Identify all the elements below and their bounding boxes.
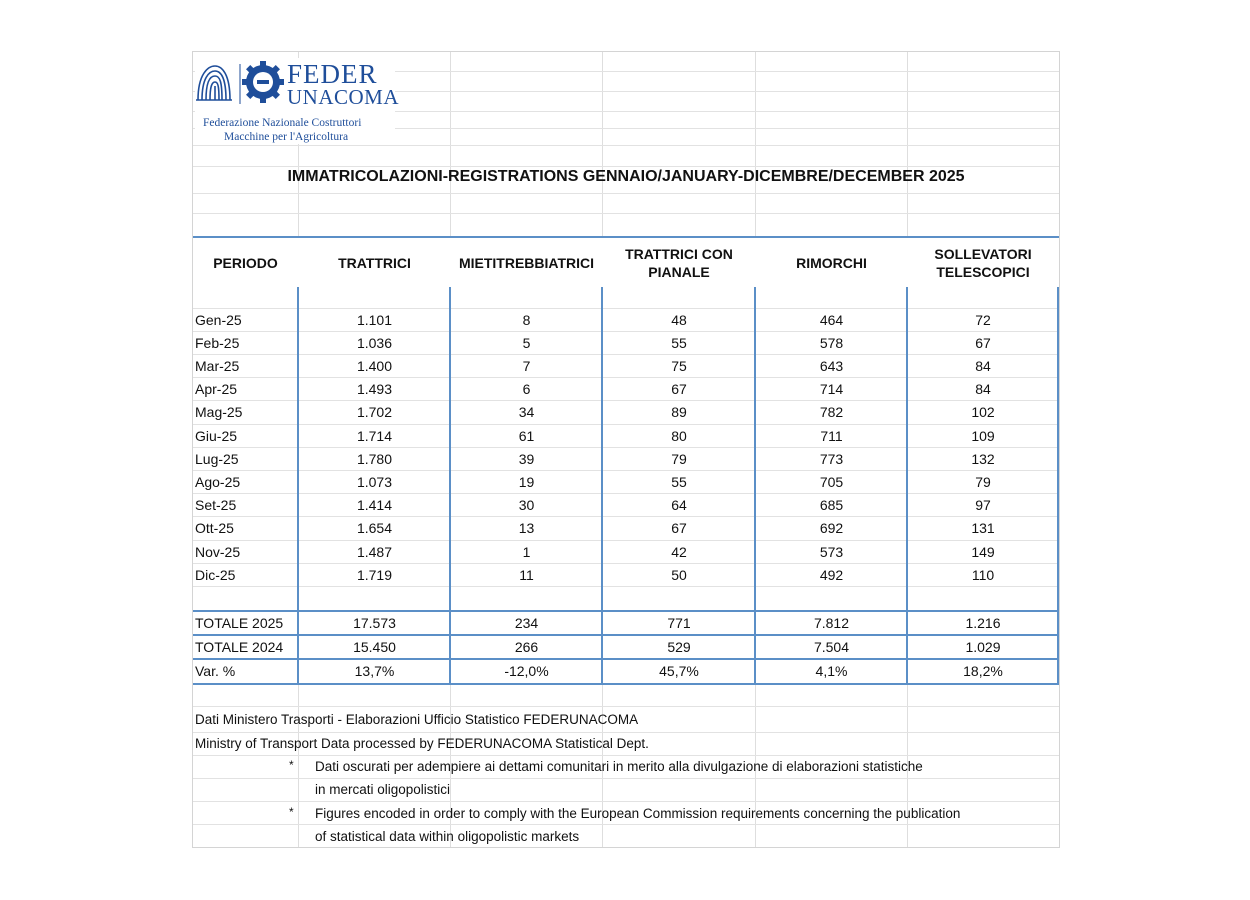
value-cell: 39 xyxy=(518,451,535,467)
value-cell: 79 xyxy=(975,474,991,490)
value-cell: 782 xyxy=(819,404,844,420)
period-cell: Nov-25 xyxy=(195,544,241,560)
value-cell: 529 xyxy=(667,639,691,655)
value-cell: 1.702 xyxy=(356,404,393,420)
logo-subtitle-line1: Federazione Nazionale Costruttori xyxy=(203,117,362,129)
value-cell: 132 xyxy=(971,451,995,467)
footnote-en-line2: of statistical data within oligopolistic markets xyxy=(315,829,580,844)
header-mietitrebbiatrici: MIETITREBBIATRICI xyxy=(458,254,595,271)
value-cell: 773 xyxy=(819,451,844,467)
grid-row-line xyxy=(193,166,1059,167)
period-cell: Apr-25 xyxy=(195,381,238,397)
totals-row xyxy=(193,660,1059,683)
table-row xyxy=(193,448,1059,471)
value-cell: 42 xyxy=(671,544,687,560)
logo-subtitle-line2: Macchine per l'Agricoltura xyxy=(224,131,349,143)
footnote-star: * xyxy=(289,805,294,819)
logo-brand-line2: UNACOMA xyxy=(287,84,400,109)
value-cell: 45,7% xyxy=(659,663,699,679)
period-cell: Ott-25 xyxy=(195,520,234,536)
table-row xyxy=(193,564,1059,587)
period-cell: Var. % xyxy=(195,663,236,679)
period-cell: TOTALE 2025 xyxy=(195,615,284,631)
header-trattrici-con-pianale: TRATTRICI CON PIANALE xyxy=(625,245,733,280)
value-cell: 1.036 xyxy=(356,335,393,351)
period-cell: Dic-25 xyxy=(195,567,236,583)
value-cell: 89 xyxy=(671,404,687,420)
grid-row-line xyxy=(193,801,1059,802)
totals-row xyxy=(193,612,1059,635)
logo-subtitle xyxy=(203,116,361,144)
header-periodo: PERIODO xyxy=(213,254,278,271)
value-cell: 84 xyxy=(975,381,991,397)
value-cell: 1.719 xyxy=(356,567,393,583)
value-cell: -12,0% xyxy=(504,663,549,679)
header-sollevatori-telescopici: SOLLEVATORI TELESCOPICI xyxy=(934,245,1032,280)
value-cell: 1.400 xyxy=(356,358,393,374)
footnote-en-line1: Figures encoded in order to comply with the European Commission requirements concerning the publication xyxy=(315,806,961,821)
value-cell: 7.812 xyxy=(813,615,850,631)
grid-row-line xyxy=(193,778,1059,779)
value-cell: 48 xyxy=(671,312,687,328)
period-cell: Feb-25 xyxy=(195,335,240,351)
period-cell: Mag-25 xyxy=(195,404,243,420)
table-row xyxy=(193,517,1059,540)
table-row xyxy=(193,401,1059,424)
value-cell: 110 xyxy=(971,567,995,583)
value-cell: 1.493 xyxy=(356,381,393,397)
value-cell: 1.487 xyxy=(356,544,393,560)
logo-emblem-icon xyxy=(195,60,285,108)
value-cell: 705 xyxy=(819,474,844,490)
value-cell: 1.780 xyxy=(356,451,393,467)
value-cell: 84 xyxy=(975,358,991,374)
period-cell: Ago-25 xyxy=(195,474,241,490)
table-row xyxy=(193,332,1059,355)
value-cell: 67 xyxy=(975,335,991,351)
value-cell: 67 xyxy=(671,520,687,536)
value-cell: 79 xyxy=(671,451,687,467)
value-cell: 1.414 xyxy=(356,497,393,513)
value-cell: 492 xyxy=(819,567,844,583)
value-cell: 34 xyxy=(518,404,535,420)
value-cell: 13,7% xyxy=(354,663,395,679)
value-cell: 18,2% xyxy=(963,663,1003,679)
totals-bottom-border xyxy=(193,683,1059,685)
value-cell: 97 xyxy=(975,497,991,513)
value-cell: 234 xyxy=(514,615,539,631)
value-cell: 13 xyxy=(518,520,535,536)
period-cell: Giu-25 xyxy=(195,428,238,444)
period-cell: Lug-25 xyxy=(195,451,239,467)
source-note-it: Dati Ministero Trasporti - Elaborazioni Ufficio Statistico FEDERUNACOMA xyxy=(195,712,639,727)
table-row xyxy=(193,309,1059,332)
value-cell: 711 xyxy=(820,428,843,444)
table-header-row xyxy=(193,238,1059,287)
value-cell: 72 xyxy=(975,312,991,328)
grid-row-line xyxy=(193,706,1059,707)
totals-row xyxy=(193,636,1059,659)
value-cell: 55 xyxy=(671,474,687,490)
value-cell: 149 xyxy=(971,544,995,560)
value-cell: 7 xyxy=(522,358,531,374)
source-note-en: Ministry of Transport Data processed by FEDERUNACOMA Statistical Dept. xyxy=(195,736,649,751)
period-cell: Set-25 xyxy=(195,497,237,513)
federunacoma-logo xyxy=(195,58,400,144)
value-cell: 714 xyxy=(819,381,844,397)
value-cell: 64 xyxy=(671,497,687,513)
grid-row-line xyxy=(193,213,1059,214)
value-cell: 50 xyxy=(671,567,687,583)
period-cell: TOTALE 2024 xyxy=(195,639,284,655)
value-cell: 685 xyxy=(819,497,844,513)
header-trattrici: TRATTRICI xyxy=(338,254,411,271)
value-cell: 643 xyxy=(819,358,844,374)
value-cell: 8 xyxy=(522,312,531,328)
value-cell: 1.073 xyxy=(356,474,393,490)
table-row xyxy=(193,541,1059,564)
value-cell: 80 xyxy=(671,428,687,444)
value-cell: 67 xyxy=(671,381,687,397)
value-cell: 1.101 xyxy=(356,312,393,328)
period-cell: Gen-25 xyxy=(195,312,242,328)
logo-brand-line1: FEDER xyxy=(287,59,378,89)
footnote-star: * xyxy=(289,758,294,772)
value-cell: 61 xyxy=(518,428,535,444)
grid-row-line xyxy=(193,824,1059,825)
report-title: IMMATRICOLAZIONI-REGISTRATIONS GENNAIO/JANUARY-DICEMBRE/DECEMBER 2025 xyxy=(287,168,965,185)
value-cell: 4,1% xyxy=(815,663,848,679)
value-cell: 7.504 xyxy=(813,639,850,655)
footnote-it-line2: in mercati oligopolistici xyxy=(315,782,451,797)
grid-row-line xyxy=(193,193,1059,194)
value-cell: 771 xyxy=(667,615,691,631)
grid-row-line xyxy=(193,755,1059,756)
value-cell: 573 xyxy=(819,544,844,560)
grid-row-line xyxy=(193,145,1059,146)
value-cell: 1.216 xyxy=(965,615,1001,631)
logo-brand xyxy=(287,59,400,109)
value-cell: 102 xyxy=(971,404,995,420)
value-cell: 464 xyxy=(819,312,844,328)
value-cell: 109 xyxy=(971,428,995,444)
table-row xyxy=(193,494,1059,517)
value-cell: 75 xyxy=(671,358,687,374)
value-cell: 11 xyxy=(519,567,534,583)
value-cell: 1.654 xyxy=(356,520,393,536)
value-cell: 17.573 xyxy=(353,615,396,631)
table-row xyxy=(193,471,1059,494)
value-cell: 6 xyxy=(522,381,531,397)
table-row xyxy=(193,378,1059,401)
grid-row-line xyxy=(193,732,1059,733)
value-cell: 19 xyxy=(518,474,535,490)
value-cell: 5 xyxy=(522,335,531,351)
value-cell: 578 xyxy=(819,335,844,351)
value-cell: 1.029 xyxy=(965,639,1001,655)
table-row xyxy=(193,355,1059,378)
value-cell: 1 xyxy=(522,544,531,560)
value-cell: 55 xyxy=(671,335,687,351)
value-cell: 131 xyxy=(971,520,995,536)
spreadsheet xyxy=(192,51,1060,848)
value-cell: 15.450 xyxy=(353,639,396,655)
period-cell: Mar-25 xyxy=(195,358,240,374)
value-cell: 1.714 xyxy=(356,428,393,444)
footnote-it-line1: Dati oscurati per adempiere ai dettami comunitari in merito alla divulgazione di elaborazioni statistiche xyxy=(315,759,923,774)
value-cell: 30 xyxy=(518,497,535,513)
header-rimorchi: RIMORCHI xyxy=(796,254,867,271)
table-row xyxy=(193,425,1059,448)
value-cell: 266 xyxy=(514,639,539,655)
value-cell: 692 xyxy=(819,520,844,536)
